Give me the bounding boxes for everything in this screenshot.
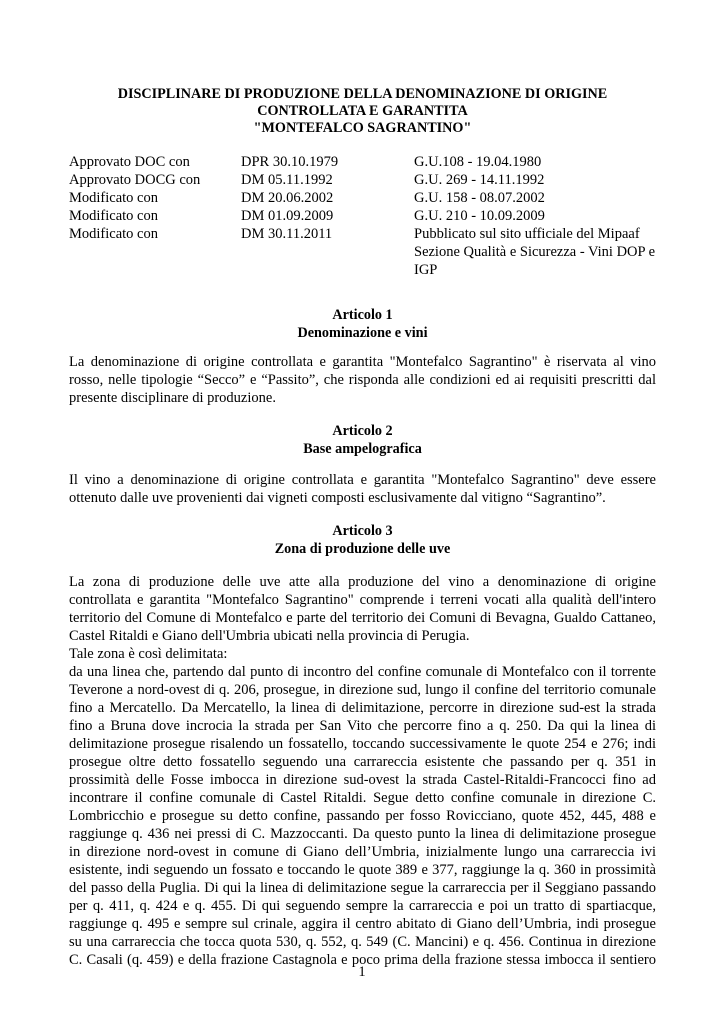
article-3-heading [69, 522, 656, 558]
text-line: fino a Bruna dove incrocia la strada per San Vito che percorre fino a q. 250. Da qui la linea di [69, 718, 656, 734]
approval-row [69, 153, 669, 171]
text-line: La zona di produzione delle uve atte alla produzione del vino a denominazione di origine [69, 574, 656, 590]
text-line: fino a Mercatello. Da Mercatello, la linea di delimitazione, percorre in direzione sud-est la strada [69, 700, 656, 716]
text-line: incontrare il confine comunale di Castel Ritaldi. Segue detto confine comunale in direzione C. [69, 790, 656, 806]
text-line: raggiunge q. 495 e sempre sul crinale, aggira il centro abitato di Giano dell’Umbria, indi prosegue [69, 916, 656, 932]
text-line: presente disciplinare di produzione. [69, 390, 276, 406]
document-title [69, 86, 656, 137]
article-1-body [69, 353, 656, 407]
article-number: Articolo 1 [332, 307, 393, 323]
text-line: Teverone a nord-ovest di q. 206, prosegue, in direzione sud, lungo il confine del territorio comunale [69, 682, 656, 698]
approval-row [69, 207, 669, 225]
approval-row [69, 171, 669, 189]
article-2-heading [69, 422, 656, 458]
text-line: esistente, indi seguendo un fossato e toccando le quote 389 e 377, raggiunge la q. 360 in prossimità [69, 862, 656, 878]
text-line: prossimità delle Fosse imbocca in direzione sud-ovest la strada Castel-Ritaldi-Francocci fino ad [69, 772, 656, 788]
text-line: su una carrareccia che tocca quota 530, q. 552, q. 549 (C. Mancini) e q. 456. Continua in direzione [69, 934, 656, 950]
text-line: delimitazione prosegue risalendo un fossatello, toccando successivamente le quote 254 e 276; indi [69, 736, 656, 752]
title-line-1: DISCIPLINARE DI PRODUZIONE DELLA DENOMINAZIONE DI ORIGINE [117, 86, 608, 102]
text-line: La denominazione di origine controllata e garantita "Montefalco Sagrantino" è riservata al vino [69, 354, 656, 370]
article-1-heading [69, 306, 656, 342]
article-title: Zona di produzione delle uve [274, 541, 451, 557]
approval-label: Modificato con [69, 208, 158, 224]
text-line: per q. 411, q. 424 e q. 455. Di qui seguendo sempre la carrareccia e poi un tratto di spartiacque, [69, 898, 656, 914]
approval-label: Approvato DOC con [69, 154, 190, 170]
text-line: in direzione nord-ovest in comune di Giano dell’Umbria, inizialmente lungo una carrareccia ivi [69, 844, 656, 860]
text-line: C. Casali (q. 459) e della frazione Castagnola e poco prima della frazione stessa imbocca il sentiero [69, 952, 656, 968]
text-line: territorio del Comune di Montefalco e parte del territorio dei Comuni di Bevagna, Gualdo Cattaneo, [69, 610, 656, 626]
approval-decree: DM 01.09.2009 [241, 208, 334, 224]
page-number: 1 [358, 964, 366, 980]
approval-gazette: G.U. 210 - 10.09.2009 [414, 208, 545, 224]
article-2-body [69, 471, 656, 507]
article-number: Articolo 3 [332, 523, 393, 539]
article-3-body [69, 573, 656, 969]
approval-gazette: G.U. 158 - 08.07.2002 [414, 190, 545, 206]
approval-label: Approvato DOCG con [69, 172, 201, 188]
text-line: ottenuto dalle uve provenienti dai vigneti composti esclusivamente dal vitigno “Sagrantino”. [69, 490, 606, 506]
text-line: del passo della Puglia. Di qui la linea di delimitazione segue la carrareccia per il Seggiano passando [69, 880, 656, 896]
article-title: Denominazione e vini [297, 325, 428, 341]
text-line: Il vino a denominazione di origine controllata e garantita "Montefalco Sagrantino" deve essere [69, 472, 656, 488]
text-line: rosso, nelle tipologie “Secco” e “Passito”, che risponda alle condizioni ed ai requisiti prescritti dal [69, 372, 656, 388]
text-line: Tale zona è così delimitata: [69, 646, 228, 662]
article-number: Articolo 2 [332, 423, 393, 439]
title-line-2: CONTROLLATA E GARANTITA [257, 103, 468, 119]
approval-decree: DM 05.11.1992 [241, 172, 333, 188]
text-line: controllata e garantita "Montefalco Sagrantino" comprende i terreni vocati alla qualità dell'intero [69, 592, 656, 608]
approval-label: Modificato con [69, 190, 158, 206]
text-line: Castel Ritaldi e Giano dell'Umbria ubicati nella provincia di Perugia. [69, 628, 470, 644]
text-line: prosegue oltre detto fossatello seguendo una carrareccia esistente che passando per q. 351 in [69, 754, 656, 770]
text-line: da una linea che, partendo dal punto di incontro del confine comunale di Montefalco con il torrente [69, 664, 656, 680]
approvals-table [69, 153, 669, 278]
text-line: raggiunge q. 436 nei pressi di C. Mazzoccanti. Da questo punto la linea di delimitazione prosegue [69, 826, 656, 842]
title-line-3: "MONTEFALCO SAGRANTINO" [253, 120, 472, 136]
approval-decree: DM 30.11.2011 [241, 226, 333, 242]
approval-decree: DM 20.06.2002 [241, 190, 334, 206]
text-line: Lombricchio e prosegue su detto confine, passando per fosso Rovicciano, quote 452, 445, 488 e [69, 808, 656, 824]
approval-row [69, 225, 669, 278]
approval-label: Modificato con [69, 226, 158, 242]
approval-gazette: Pubblicato sul sito ufficiale del Mipaaf Sezione Qualità e Sicurezza - Vini DOP e IGP [414, 226, 656, 278]
approval-gazette: G.U.108 - 19.04.1980 [414, 154, 542, 170]
approval-row [69, 189, 669, 207]
approval-gazette: G.U. 269 - 14.11.1992 [414, 172, 545, 188]
approval-decree: DPR 30.10.1979 [241, 154, 339, 170]
article-title: Base ampelografica [303, 441, 422, 457]
